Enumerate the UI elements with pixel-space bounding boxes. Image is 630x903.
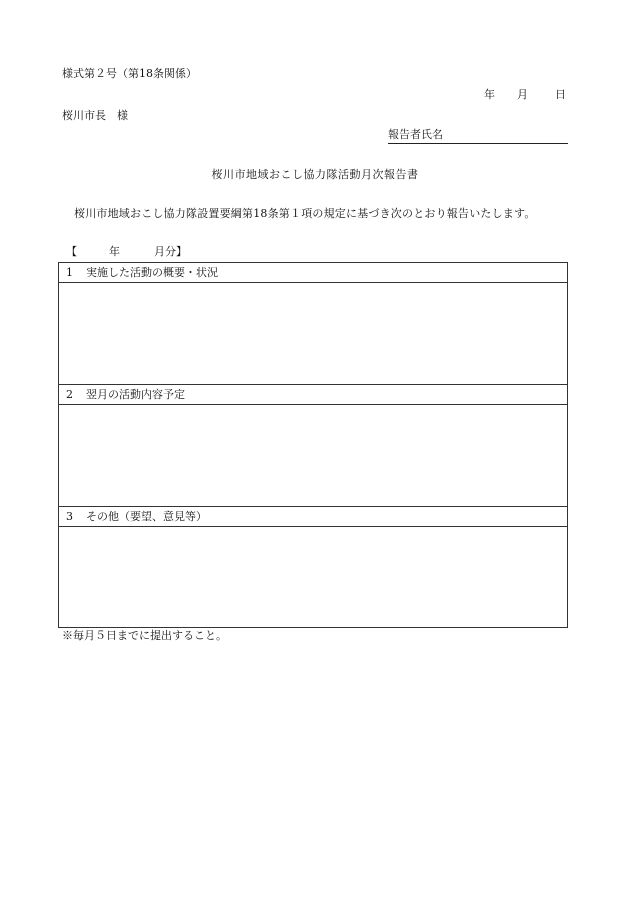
reporter-name-label: 報告者氏名	[388, 128, 443, 141]
intro-text: 桜川市地域おこし協力隊設置要綱第18条第１項の規定に基づき次のとおり報告いたします。	[74, 207, 536, 220]
section-3-label: その他（要望、意見等）	[86, 510, 207, 523]
form-number: 様式第２号（第18条関係）	[62, 67, 197, 80]
section-1-number: 1	[66, 266, 73, 279]
addressee: 桜川市長 様	[62, 109, 128, 122]
date-day-label: 日	[555, 88, 566, 101]
footnote: ※毎月５日までに提出すること。	[62, 629, 227, 642]
section-1-header	[59, 263, 567, 283]
section-3-header	[59, 507, 567, 527]
section-3-number: 3	[66, 510, 73, 523]
period-year-label: 年	[109, 245, 120, 258]
date-line	[484, 86, 566, 102]
section-2-content-area[interactable]	[59, 405, 567, 507]
report-table	[58, 262, 568, 628]
section-2-label: 翌月の活動内容予定	[86, 388, 185, 401]
period-month-label: 月分】	[154, 245, 187, 258]
section-1-content-area[interactable]	[59, 283, 567, 385]
section-2-header	[59, 385, 567, 405]
date-year-label: 年	[484, 88, 495, 101]
document-title: 桜川市地域おこし協力隊活動月次報告書	[211, 168, 419, 181]
period-open-bracket: 【	[66, 245, 77, 258]
section-3-content-area[interactable]	[59, 527, 567, 627]
section-2-number: 2	[66, 388, 73, 401]
report-period	[66, 243, 187, 259]
reporter-name-field[interactable]	[388, 126, 568, 144]
section-1-label: 実施した活動の概要・状況	[86, 266, 218, 279]
date-month-label: 月	[517, 88, 528, 101]
